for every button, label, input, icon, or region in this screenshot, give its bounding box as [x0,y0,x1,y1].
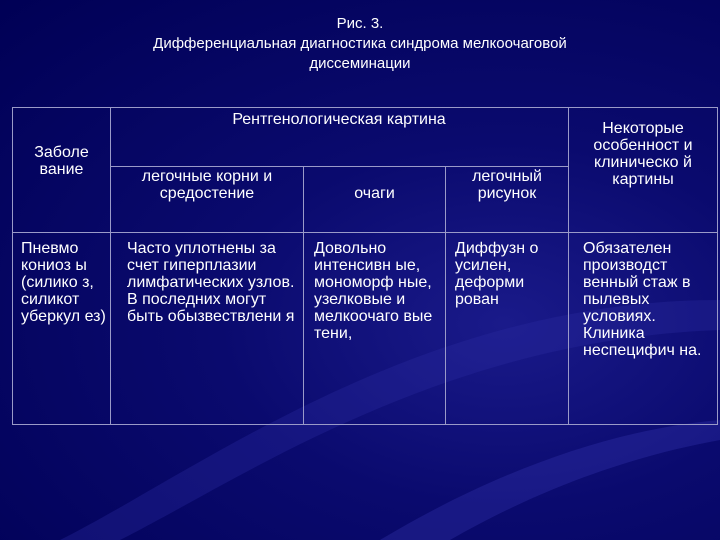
subheader-pattern: легочный рисунок [472,168,542,202]
grid-line [110,166,568,167]
header-disease: Заболе вание [34,144,89,178]
diagnosis-table [12,107,718,425]
grid-line [110,108,111,424]
header-xray-picture: Рентгенологическая картина [232,111,446,128]
title-line-3: диссеминации [309,55,411,72]
grid-line [568,108,569,424]
subheader-foci: очаги [354,185,395,202]
title-line-2: Дифференциальная диагностика синдрома мелкоочаговой [153,35,567,52]
title-line-1: Рис. 3. [336,15,384,32]
cell-roots: Часто уплотнены за счет гиперплазии лимфатических узлов. В последних могут быть обызвествлени я [127,240,295,325]
subheader-roots: легочные корни и средостение [141,168,273,202]
cell-pattern: Диффузн о усилен, деформи рован [455,240,539,308]
grid-line [13,232,717,233]
cell-disease: Пневмо кониоз ы (силико з, силикот уберкул ез) [21,240,106,325]
cell-clinical: Обязателен производст венный стаж в пылевых условиях. Клиника неспецифич на. [583,240,702,359]
cell-foci: Довольно интенсивн ые, мономорф ные, узелковые и мелкоочаго вые тени, [314,240,433,342]
grid-line [445,166,446,424]
slide-title [0,14,720,74]
grid-line [303,166,304,424]
header-clinical: Некоторые особенност и клиническо й картины [593,120,693,188]
